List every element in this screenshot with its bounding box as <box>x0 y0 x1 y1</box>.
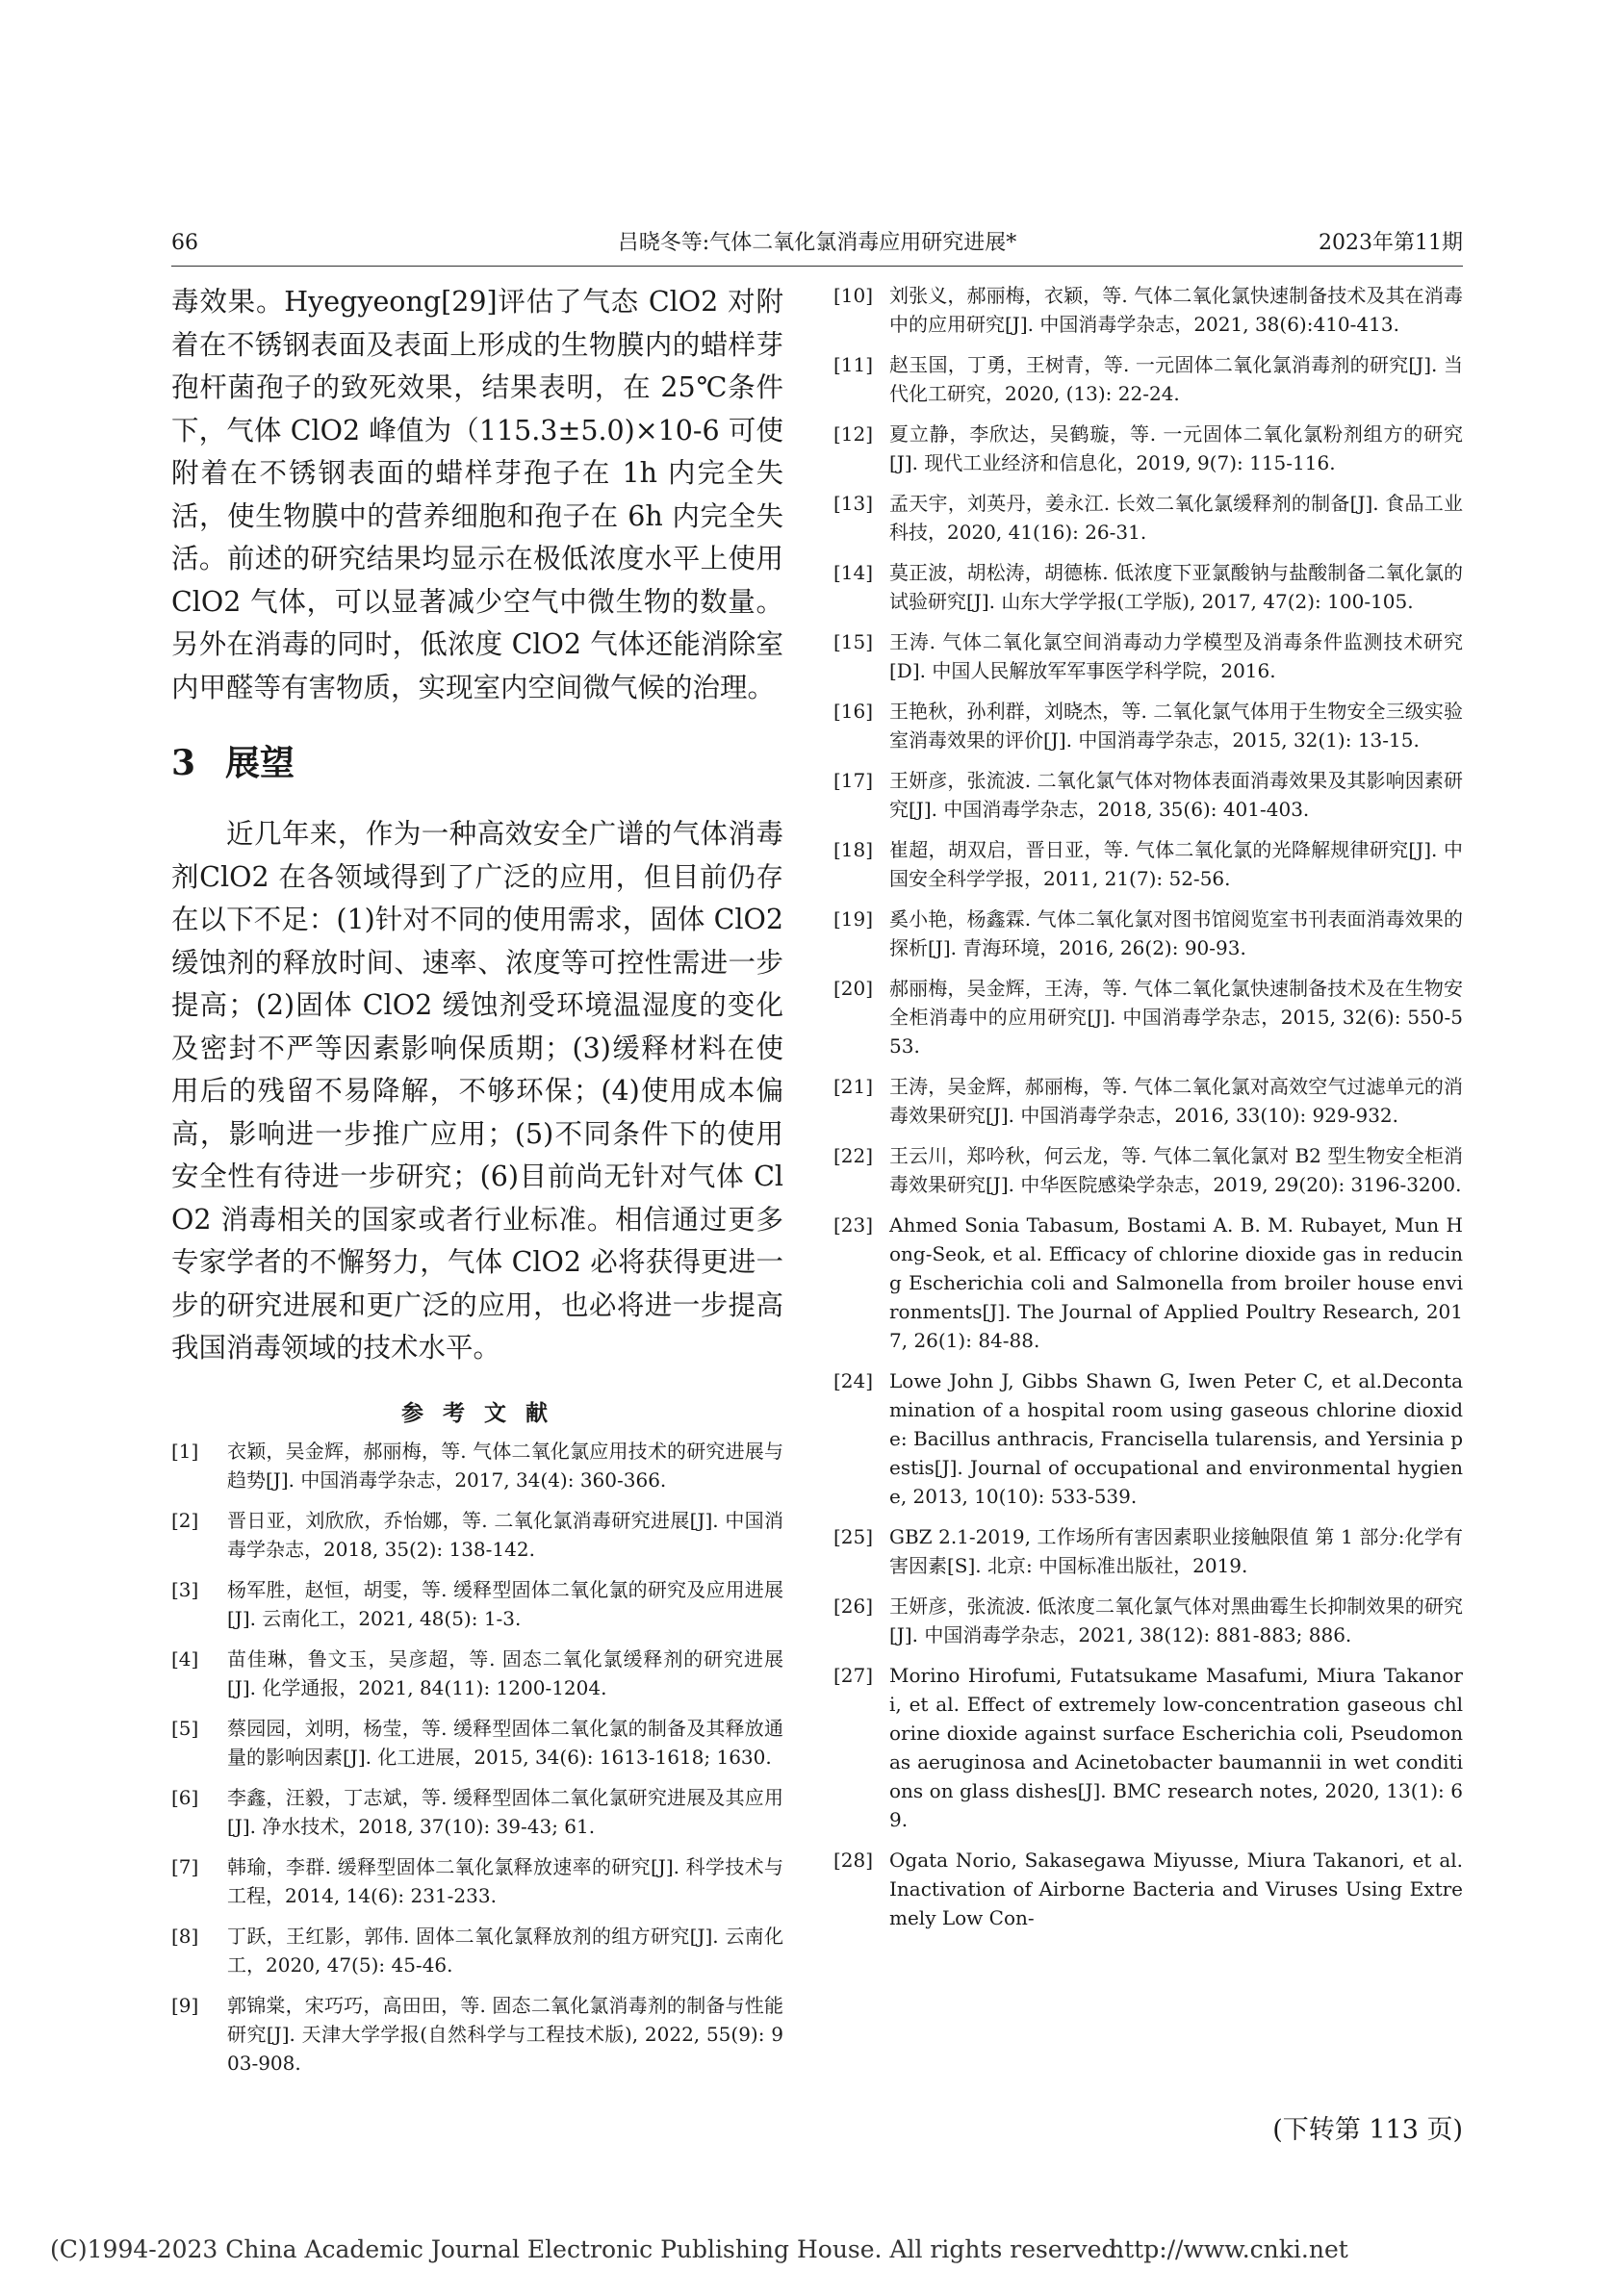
reference-number: [20] <box>833 977 874 1000</box>
footer-url[interactable]: http://www.cnki.net <box>1109 2235 1348 2263</box>
reference-text: Morino Hirofumi, Futatsukame Masafumi, Miura Takanori, et al. Effect of extremely low-concentration gaseous chlorine dioxide against surface Escherichia coli, Pseudomonas aeruginosa and Acinetobacter baumannii in wet conditions on glass dishes[J]. BMC research notes, 2020, 13(1): 69. <box>889 1664 1463 1831</box>
reference-number: [19] <box>833 907 874 931</box>
reference-item <box>833 1072 1463 1130</box>
reference-number: [2] <box>171 1508 199 1532</box>
reference-item <box>833 1366 1463 1511</box>
reference-text: 蔡园园，刘明，杨莹，等. 缓释型固体二氧化氯的制备及其释放通量的影响因素[J]. 化工进展，2015, 34(6): 1613-1618; 1630. <box>227 1716 783 1769</box>
reference-item <box>171 1714 783 1772</box>
reference-number: [27] <box>833 1664 874 1687</box>
reference-text: 王涛，吴金辉，郝丽梅，等. 气体二氧化氯对高效空气过滤单元的消毒效果研究[J]. 中国消毒学杂志，2016, 33(10): 929-932. <box>889 1075 1463 1127</box>
reference-item <box>171 1437 783 1494</box>
reference-number: [7] <box>171 1854 199 1878</box>
reference-text: 刘张义，郝丽梅，衣颖，等. 气体二氧化氯快速制备技术及其在消毒中的应用研究[J]. 中国消毒学杂志，2021, 38(6):410-413. <box>889 284 1463 336</box>
page-number: 66 <box>171 231 198 255</box>
reference-text: 郭锦棠，宋巧巧，高田田，等. 固态二氧化氯消毒剂的制备与性能研究[J]. 天津大学学报(自然科学与工程技术版), 2022, 55(9): 903-908. <box>227 1993 783 2075</box>
reference-item <box>171 1575 783 1633</box>
references-list-right <box>833 281 1463 1932</box>
reference-number: [13] <box>833 492 874 515</box>
reference-text: Ahmed Sonia Tabasum, Bostami A. B. M. Rubayet, Mun Hong-Seok, et al. Efficacy of chlorine dioxide gas in reducing Escherichia coli and Salmonella from broiler house environments[J]. The Journal of Applied Poultry Research, 2017, 26(1): 84-88. <box>889 1213 1463 1352</box>
reference-text: 王涛. 气体二氧化氯空间消毒动力学模型及消毒条件监测技术研究[D]. 中国人民解放军军事医学科学院，2016. <box>889 630 1463 682</box>
reference-text: 李鑫，汪毅，丁志斌，等. 缓释型固体二氧化氯研究进展及其应用[J]. 净水技术，2018, 37(10): 39-43; 61. <box>227 1785 783 1838</box>
section-number: 3 <box>171 743 196 783</box>
reference-text: 丁跃，王红影，郭伟. 固体二氧化氯释放剂的组方研究[J]. 云南化工，2020, 47(5): 45-46. <box>227 1924 783 1977</box>
reference-number: [3] <box>171 1577 199 1601</box>
reference-text: 王艳秋，孙利群，刘晓杰，等. 二氧化氯气体用于生物安全三级实验室消毒效果的评价[J]. 中国消毒学杂志，2015, 32(1): 13-15. <box>889 700 1463 752</box>
reference-number: [14] <box>833 561 874 584</box>
reference-item <box>833 350 1463 408</box>
reference-text: 崔超，胡双启，晋日亚，等. 气体二氧化氯的光降解规律研究[J]. 中国安全科学学报，2011, 21(7): 52-56. <box>889 838 1463 890</box>
reference-item <box>833 489 1463 547</box>
body-paragraph-1: 毒效果。Hyegyeong[29]评估了气态 ClO2 对附着在不锈钢表面及表面上形成的生物膜内的蜡样芽孢杆菌孢子的致死效果，结果表明，在 25℃条件下，气体 ClO2 峰值为（115.3±5.0)×10-6 可使附着在不锈钢表面的蜡样芽孢子在 1h 内完全失活，使生物膜中的营养细胞和孢子在 6h 内完全失活。前述的研究结果均显示在极低浓度水平上使用 ClO2 气体，可以显著减少空气中微生物的数量。另外在消毒的同时，低浓度 ClO2 气体还能消除室内甲醛等有害物质，实现室内空间微气候的治理。 <box>171 286 783 703</box>
reference-item <box>171 1506 783 1564</box>
reference-item <box>833 1661 1463 1834</box>
reference-number: [26] <box>833 1594 874 1618</box>
section-title: 展望 <box>225 743 295 783</box>
reference-number: [5] <box>171 1716 199 1740</box>
reference-number: [18] <box>833 838 874 861</box>
reference-number: [25] <box>833 1525 874 1548</box>
reference-number: [17] <box>833 769 874 792</box>
copyright-footer <box>50 2231 1566 2269</box>
reference-text: Lowe John J, Gibbs Shawn G, Iwen Peter C, et al.Decontamination of a hospital room using gaseous chlorine dioxide: Bacillus anthracis, Francisella tularensis, and Yersinia pestis[J]. Journal of occupational and environmental hygiene, 2013, 10(10): 533-539. <box>889 1369 1463 1508</box>
reference-number: [16] <box>833 700 874 723</box>
reference-number: [6] <box>171 1785 199 1809</box>
reference-number: [24] <box>833 1369 874 1392</box>
reference-item <box>833 558 1463 616</box>
reference-item <box>833 905 1463 962</box>
reference-item <box>833 974 1463 1060</box>
reference-number: [12] <box>833 422 874 446</box>
left-column <box>171 281 783 2089</box>
running-title: 吕晓冬等:气体二氧化氯消毒应用研究进展* <box>617 231 1017 255</box>
issue-label: 2023年第11期 <box>1319 231 1463 255</box>
reference-text: 莫正波，胡松涛，胡德栋. 低浓度下亚氯酸钠与盐酸制备二氧化氯的试验研究[J]. 山东大学学报(工学版), 2017, 47(2): 100-105. <box>889 561 1463 613</box>
reference-item <box>833 835 1463 893</box>
copyright-text: (C)1994-2023 China Academic Journal Electronic Publishing House. All rights reserved. <box>50 2235 1125 2263</box>
reference-text: 郝丽梅，吴金辉，王涛，等. 气体二氧化氯快速制备技术及在生物安全柜消毒中的应用研究[J]. 中国消毒学杂志，2015, 32(6): 550-553. <box>889 977 1463 1058</box>
reference-number: [4] <box>171 1646 199 1671</box>
reference-text: GBZ 2.1-2019, 工作场所有害因素职业接触限值 第 1 部分:化学有害因素[S]. 北京: 中国标准出版社，2019. <box>889 1525 1463 1577</box>
header-rule <box>171 266 1463 267</box>
reference-item <box>171 1852 783 1910</box>
reference-text: 王云川，郑吟秋，何云龙，等. 气体二氧化氯对 B2 型生物安全柜消毒效果研究[J]. 中华医院感染学杂志，2019, 29(20): 3196-3200. <box>889 1144 1463 1196</box>
reference-number: [21] <box>833 1075 874 1098</box>
reference-number: [15] <box>833 630 874 653</box>
body-paragraph-2: 近几年来，作为一种高效安全广谱的气体消毒剂ClO2 在各领域得到了广泛的应用，但目前仍存在以下不足：(1)针对不同的使用需求，固体 ClO2 缓蚀剂的释放时间、速率、浓度等可控性需进一步提高；(2)固体 ClO2 缓蚀剂受环境温湿度的变化及密封不严等因素影响保质期；(3)缓释材料在使用后的残留不易降解，不够环保；(4)使用成本偏高，影响进一步推广应用；(5)不同条件下的使用安全性有待进一步研究；(6)目前尚无针对气体 ClO2 消毒相关的国家或者行业标准。相信通过更多专家学者的不懈努力，气体 ClO2 必将获得更进一步的研究进展和更广泛的应用，也必将进一步提高我国消毒领域的技术水平。 <box>171 818 783 1364</box>
reference-text: 王妍彦，张流波. 二氧化氯气体对物体表面消毒效果及其影响因素研究[J]. 中国消毒学杂志，2018, 35(6): 401-403. <box>889 769 1463 821</box>
reference-number: [9] <box>171 1993 199 2017</box>
reference-text: 王妍彦，张流波. 低浓度二氧化氯气体对黑曲霉生长抑制效果的研究[J]. 中国消毒学杂志，2021, 38(12): 881-883; 886. <box>889 1594 1463 1646</box>
right-column <box>833 281 1463 1944</box>
references-list-left <box>171 1437 783 2078</box>
reference-number: [10] <box>833 284 874 307</box>
reference-number: [28] <box>833 1849 874 1872</box>
section-heading <box>171 734 783 792</box>
reference-text: 杨军胜，赵恒，胡雯，等. 缓释型固体二氧化氯的研究及应用进展[J]. 云南化工，2021, 48(5): 1-3. <box>227 1577 783 1630</box>
reference-item <box>171 1991 783 2078</box>
reference-text: 夏立静，李欣达，吴鹤璇，等. 一元固体二氧化氯粉剂组方的研究[J]. 现代工业经济和信息化，2019, 9(7): 115-116. <box>889 422 1463 474</box>
reference-item <box>171 1645 783 1702</box>
reference-number: [1] <box>171 1439 199 1463</box>
reference-item <box>833 420 1463 477</box>
references-title: 参 考 文 献 <box>400 1399 554 1426</box>
reference-item <box>833 1522 1463 1580</box>
reference-item <box>833 281 1463 339</box>
reference-number: [23] <box>833 1213 874 1237</box>
reference-text: Ogata Norio, Sakasegawa Miyusse, Miura Takanori, et al. Inactivation of Airborne Bacteria and Viruses Using Extremely Low Con- <box>889 1849 1463 1929</box>
reference-text: 孟天宇，刘英丹，姜永江. 长效二氧化氯缓释剂的制备[J]. 食品工业科技，2020, 41(16): 26-31. <box>889 492 1463 544</box>
running-header <box>171 227 1463 260</box>
reference-item <box>833 1211 1463 1355</box>
reference-item <box>833 1846 1463 1932</box>
reference-item <box>171 1922 783 1979</box>
reference-item <box>171 1783 783 1841</box>
reference-number: [11] <box>833 353 874 376</box>
reference-text: 奚小艳，杨鑫霖. 气体二氧化氯对图书馆阅览室书刊表面消毒效果的探析[J]. 青海环境，2016, 26(2): 90-93. <box>889 907 1463 959</box>
reference-item <box>833 766 1463 824</box>
reference-text: 苗佳琳，鲁文玉，吴彦超，等. 固态二氧化氯缓释剂的研究进展[J]. 化学通报，2021, 84(11): 1200-1204. <box>227 1646 783 1699</box>
reference-text: 韩瑜，李群. 缓释型固体二氧化氯释放速率的研究[J]. 科学技术与工程，2014, 14(6): 231-233. <box>227 1854 783 1907</box>
reference-text: 赵玉国，丁勇，王树青，等. 一元固体二氧化氯消毒剂的研究[J]. 当代化工研究，2020, (13): 22-24. <box>889 353 1463 405</box>
reference-number: [22] <box>833 1144 874 1167</box>
reference-text: 衣颖，吴金辉，郝丽梅，等. 气体二氧化氯应用技术的研究进展与趋势[J]. 中国消毒学杂志，2017, 34(4): 360-366. <box>227 1439 783 1492</box>
reference-item <box>833 627 1463 685</box>
reference-item <box>833 1141 1463 1199</box>
reference-item <box>833 1592 1463 1649</box>
reference-number: [8] <box>171 1924 199 1948</box>
reference-item <box>833 697 1463 754</box>
reference-text: 晋日亚，刘欣欣，乔怡娜，等. 二氧化氯消毒研究进展[J]. 中国消毒学杂志，2018, 35(2): 138-142. <box>227 1508 783 1561</box>
continued-note: (下转第 113 页) <box>1272 2115 1463 2145</box>
